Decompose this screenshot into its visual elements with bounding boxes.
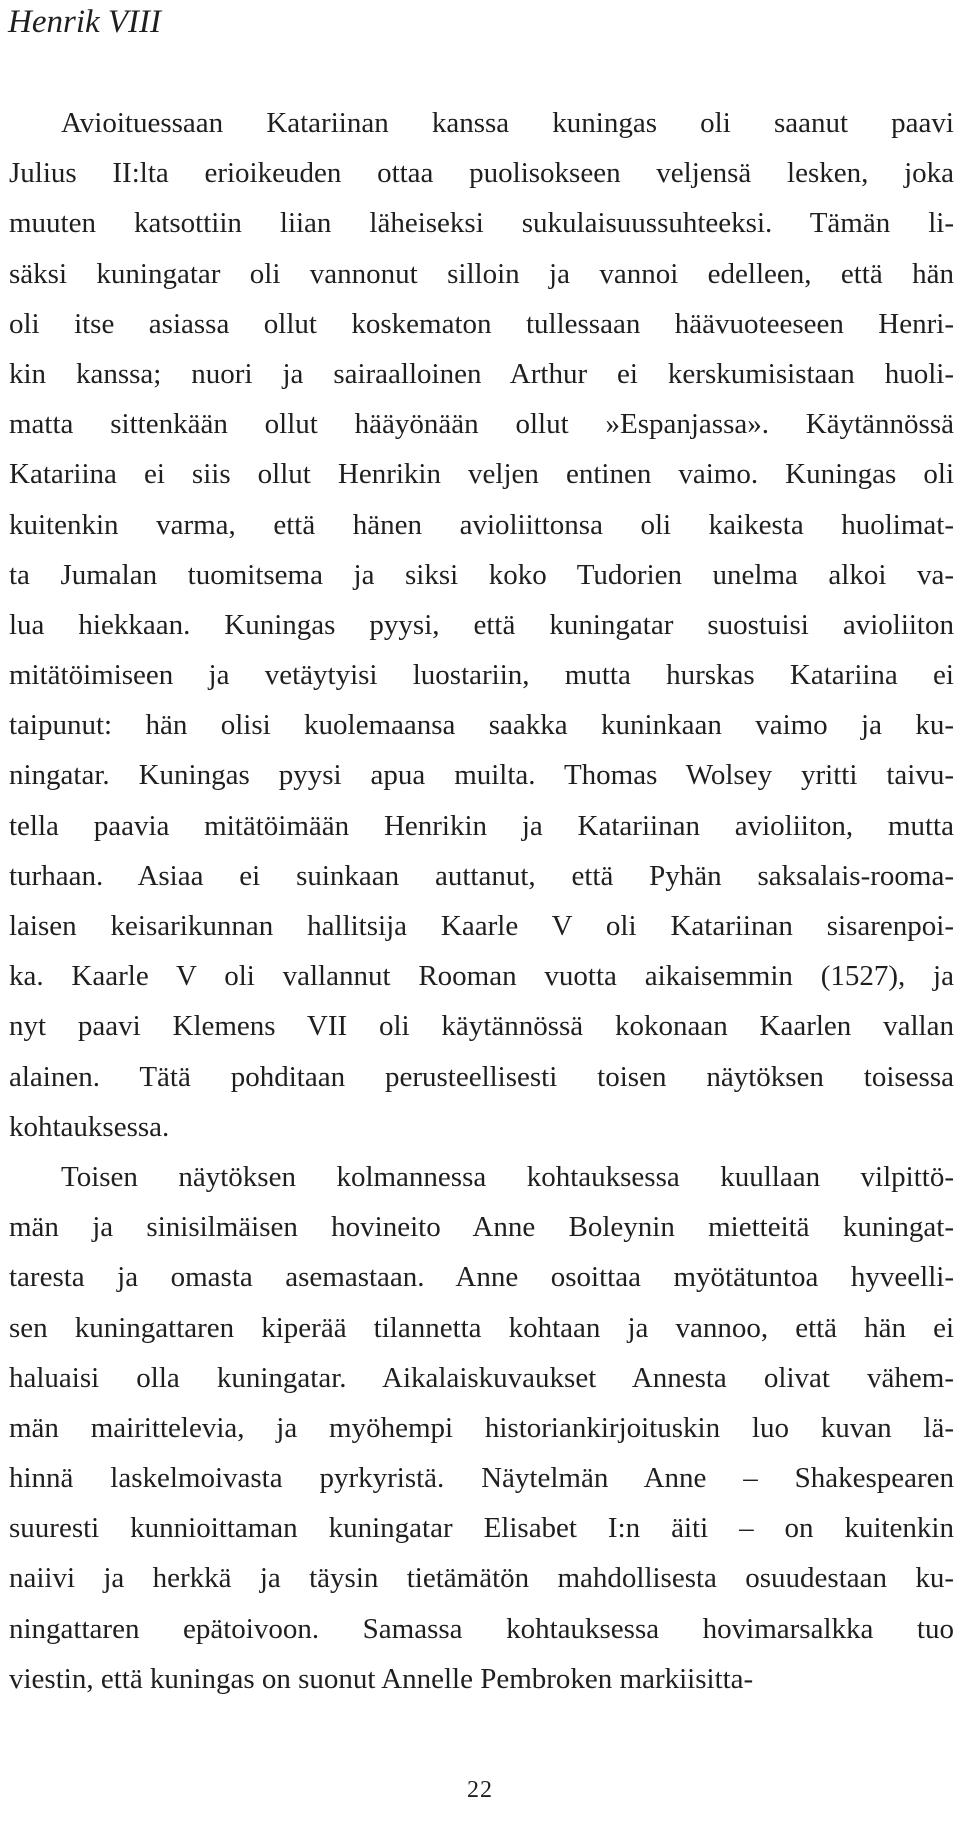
text-line: kohtauksessa.: [9, 1110, 170, 1143]
text-line: haluaisi olla kuningatar. Aikalaiskuvaukset Annesta olivat vähem-: [9, 1361, 954, 1394]
paragraph: [9, 98, 954, 1152]
text-line: Julius II:lta erioikeuden ottaa puolisokseen veljensä lesken, joka: [9, 157, 954, 190]
text-line: nyt paavi Klemens VII oli käytännössä kokonaan Kaarlen vallan: [9, 1010, 954, 1043]
text-line: Avioituessaan Katariinan kanssa kuningas oli saanut paavi: [61, 107, 954, 139]
text-line: turhaan. Asiaa ei suinkaan auttanut, että Pyhän saksalais-rooma-: [9, 859, 954, 892]
text-line: kuitenkin varma, että hänen avioliittonsa oli kaikesta huolimat-: [9, 508, 954, 541]
text-line: sen kuningattaren kiperää tilannetta kohtaan ja vannoo, että hän ei: [9, 1311, 954, 1344]
text-line: ningatar. Kuningas pyysi apua muilta. Thomas Wolsey yritti taivu-: [9, 759, 954, 792]
text-line: naiivi ja herkkä ja täysin tietämätön mahdollisesta osuudestaan ku-: [9, 1562, 954, 1595]
running-head: Henrik VIII: [8, 4, 162, 40]
text-line: Toisen näytöksen kolmannessa kohtauksessa kuullaan vilpittö-: [61, 1160, 954, 1193]
text-line: oli itse asiassa ollut koskematon tullessaan häävuoteeseen Henri-: [9, 307, 954, 340]
text-line: muuten katsottiin liian läheiseksi sukulaisuussuhteeksi. Tämän li-: [9, 207, 954, 240]
text-line: taipunut: hän olisi kuolemaansa saakka kuninkaan vaimo ja ku-: [9, 709, 954, 742]
text-line: kin kanssa; nuori ja sairaalloinen Arthur ei kerskumisistaan huoli-: [9, 357, 954, 390]
text-line: män mairittelevia, ja myöhempi historiankirjoituskin luo kuvan lä-: [9, 1411, 954, 1444]
text-line: suuresti kunnioittaman kuningatar Elisabet I:n äiti – on kuitenkin: [9, 1512, 954, 1545]
text-line: taresta ja omasta asemastaan. Anne osoittaa myötätuntoa hyveelli-: [9, 1261, 954, 1294]
text-line: alainen. Tätä pohditaan perusteellisesti toisen näytöksen toisessa: [9, 1060, 954, 1093]
text-line: laisen keisarikunnan hallitsija Kaarle V oli Katariinan sisarenpoi-: [9, 910, 954, 942]
text-line: hinnä laskelmoivasta pyrkyristä. Näytelmän Anne – Shakespearen: [9, 1462, 954, 1495]
text-line: mitätöimiseen ja vetäytyisi luostariin, mutta hurskas Katariina ei: [9, 659, 954, 692]
text-line: säksi kuningatar oli vannonut silloin ja vannoi edelleen, että hän: [9, 257, 954, 290]
text-line: lua hiekkaan. Kuningas pyysi, että kuningatar suostuisi avioliiton: [9, 608, 954, 641]
text-line: ningattaren epätoivoon. Samassa kohtauksessa hovimarsalkka tuo: [9, 1612, 954, 1645]
text-line: ka. Kaarle V oli vallannut Rooman vuotta aikaisemmin (1527), ja: [9, 960, 954, 993]
text-line: tella paavia mitätöimään Henrikin ja Katariinan avioliiton, mutta: [9, 809, 954, 842]
text-line: män ja sinisilmäisen hovineito Anne Boleynin mietteitä kuningat-: [9, 1211, 954, 1244]
body-text: [9, 98, 954, 1704]
page-number: 22: [467, 1777, 493, 1803]
text-line: Katariina ei siis ollut Henrikin veljen entinen vaimo. Kuningas oli: [9, 458, 954, 491]
text-line: viestin, että kuningas on suonut Annelle Pembroken markiisitta-: [9, 1662, 754, 1695]
text-line: matta sittenkään ollut hääyönään ollut »Espanjassa». Käytännössä: [9, 408, 954, 441]
paragraph: [9, 1152, 954, 1704]
text-line: ta Jumalan tuomitsema ja siksi koko Tudorien unelma alkoi va-: [9, 558, 954, 591]
